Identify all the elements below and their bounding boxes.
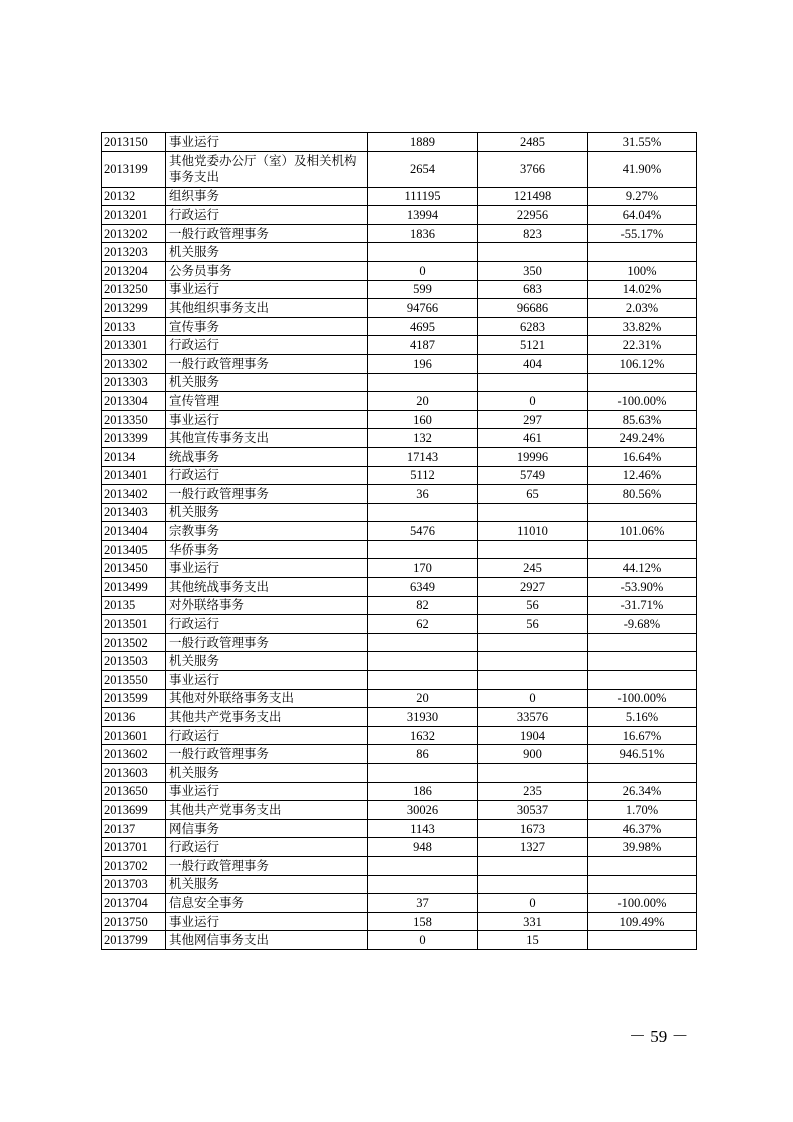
row-curr-value-cell: 245 <box>478 559 588 578</box>
table-row <box>102 596 697 615</box>
row-name-cell: 事业运行 <box>166 280 368 299</box>
page-number: － 59 － <box>629 1027 689 1046</box>
row-change-pct-cell: 9.27% <box>588 187 697 206</box>
row-curr-value-cell: 461 <box>478 429 588 448</box>
row-code-cell: 2013599 <box>102 689 166 708</box>
row-change-pct-cell: 946.51% <box>588 745 697 764</box>
table-row <box>102 336 697 355</box>
row-prev-value-cell: 196 <box>368 354 478 373</box>
row-code-cell: 2013503 <box>102 652 166 671</box>
table-row <box>102 151 697 187</box>
row-change-pct-cell: 80.56% <box>588 485 697 504</box>
row-prev-value-cell: 111195 <box>368 187 478 206</box>
row-code-cell: 2013499 <box>102 578 166 597</box>
row-change-pct-cell <box>588 633 697 652</box>
row-prev-value-cell: 4187 <box>368 336 478 355</box>
row-curr-value-cell: 30537 <box>478 801 588 820</box>
row-prev-value-cell: 132 <box>368 429 478 448</box>
row-code-cell: 2013450 <box>102 559 166 578</box>
row-curr-value-cell: 331 <box>478 912 588 931</box>
row-name-cell: 其他共产党事务支出 <box>166 708 368 727</box>
row-code-cell: 2013201 <box>102 206 166 225</box>
row-prev-value-cell <box>368 652 478 671</box>
row-code-cell: 2013404 <box>102 522 166 541</box>
row-code-cell: 2013602 <box>102 745 166 764</box>
row-name-cell: 其他对外联络事务支出 <box>166 689 368 708</box>
row-curr-value-cell <box>478 633 588 652</box>
table-row <box>102 466 697 485</box>
table-row <box>102 894 697 913</box>
table-row <box>102 615 697 634</box>
row-curr-value-cell <box>478 373 588 392</box>
table-row <box>102 392 697 411</box>
row-name-cell: 机关服务 <box>166 503 368 522</box>
table-row <box>102 522 697 541</box>
row-prev-value-cell <box>368 875 478 894</box>
row-prev-value-cell: 1143 <box>368 819 478 838</box>
row-change-pct-cell: 16.64% <box>588 447 697 466</box>
row-code-cell: 2013403 <box>102 503 166 522</box>
row-prev-value-cell: 160 <box>368 410 478 429</box>
row-name-cell: 机关服务 <box>166 652 368 671</box>
row-code-cell: 20132 <box>102 187 166 206</box>
row-prev-value-cell: 0 <box>368 261 478 280</box>
row-code-cell: 20133 <box>102 317 166 336</box>
row-change-pct-cell: -31.71% <box>588 596 697 615</box>
table-row <box>102 856 697 875</box>
row-name-cell: 一般行政管理事务 <box>166 224 368 243</box>
row-code-cell: 2013750 <box>102 912 166 931</box>
row-change-pct-cell: 249.24% <box>588 429 697 448</box>
row-code-cell: 2013299 <box>102 299 166 318</box>
row-change-pct-cell: -55.17% <box>588 224 697 243</box>
row-code-cell: 2013501 <box>102 615 166 634</box>
row-name-cell: 事业运行 <box>166 782 368 801</box>
row-name-cell: 一般行政管理事务 <box>166 745 368 764</box>
row-name-cell: 统战事务 <box>166 447 368 466</box>
row-name-cell: 行政运行 <box>166 466 368 485</box>
row-change-pct-cell <box>588 373 697 392</box>
row-code-cell: 2013703 <box>102 875 166 894</box>
row-prev-value-cell: 5476 <box>368 522 478 541</box>
row-prev-value-cell: 94766 <box>368 299 478 318</box>
table-row <box>102 485 697 504</box>
row-prev-value-cell: 5112 <box>368 466 478 485</box>
row-name-cell: 公务员事务 <box>166 261 368 280</box>
table-row <box>102 261 697 280</box>
row-curr-value-cell: 56 <box>478 596 588 615</box>
row-prev-value-cell: 0 <box>368 931 478 950</box>
row-change-pct-cell: 16.67% <box>588 726 697 745</box>
row-name-cell: 组织事务 <box>166 187 368 206</box>
table-row <box>102 429 697 448</box>
row-prev-value-cell: 20 <box>368 392 478 411</box>
row-curr-value-cell: 0 <box>478 894 588 913</box>
row-code-cell: 20134 <box>102 447 166 466</box>
row-name-cell: 其他党委办公厅（室）及相关机构事务支出 <box>166 151 368 187</box>
table-row <box>102 540 697 559</box>
row-change-pct-cell: -100.00% <box>588 689 697 708</box>
row-prev-value-cell: 4695 <box>368 317 478 336</box>
row-curr-value-cell <box>478 540 588 559</box>
row-curr-value-cell: 823 <box>478 224 588 243</box>
row-code-cell: 2013502 <box>102 633 166 652</box>
row-code-cell: 20136 <box>102 708 166 727</box>
row-change-pct-cell: 31.55% <box>588 133 697 152</box>
row-name-cell: 行政运行 <box>166 838 368 857</box>
row-name-cell: 事业运行 <box>166 671 368 690</box>
row-change-pct-cell: 2.03% <box>588 299 697 318</box>
row-name-cell: 宣传管理 <box>166 392 368 411</box>
row-curr-value-cell <box>478 875 588 894</box>
row-prev-value-cell <box>368 633 478 652</box>
row-name-cell: 其他共产党事务支出 <box>166 801 368 820</box>
row-curr-value-cell: 33576 <box>478 708 588 727</box>
table-row <box>102 410 697 429</box>
row-code-cell: 2013304 <box>102 392 166 411</box>
row-change-pct-cell <box>588 540 697 559</box>
row-prev-value-cell: 31930 <box>368 708 478 727</box>
row-prev-value-cell: 1632 <box>368 726 478 745</box>
budget-table <box>101 132 697 950</box>
row-name-cell: 事业运行 <box>166 133 368 152</box>
table-row <box>102 708 697 727</box>
table-row <box>102 633 697 652</box>
row-change-pct-cell: 33.82% <box>588 317 697 336</box>
row-prev-value-cell <box>368 503 478 522</box>
table-row <box>102 280 697 299</box>
row-change-pct-cell <box>588 652 697 671</box>
row-change-pct-cell: 5.16% <box>588 708 697 727</box>
row-code-cell: 2013350 <box>102 410 166 429</box>
table-row <box>102 838 697 857</box>
row-prev-value-cell <box>368 540 478 559</box>
row-name-cell: 宗教事务 <box>166 522 368 541</box>
row-code-cell: 2013702 <box>102 856 166 875</box>
row-change-pct-cell: 64.04% <box>588 206 697 225</box>
row-name-cell: 网信事务 <box>166 819 368 838</box>
row-change-pct-cell: 41.90% <box>588 151 697 187</box>
row-change-pct-cell <box>588 856 697 875</box>
table-row <box>102 652 697 671</box>
row-curr-value-cell: 0 <box>478 392 588 411</box>
row-name-cell: 信息安全事务 <box>166 894 368 913</box>
row-code-cell: 2013701 <box>102 838 166 857</box>
row-code-cell: 2013704 <box>102 894 166 913</box>
row-curr-value-cell: 404 <box>478 354 588 373</box>
row-prev-value-cell: 186 <box>368 782 478 801</box>
row-code-cell: 2013303 <box>102 373 166 392</box>
row-change-pct-cell: 101.06% <box>588 522 697 541</box>
table-row <box>102 187 697 206</box>
row-change-pct-cell: 46.37% <box>588 819 697 838</box>
row-prev-value-cell: 20 <box>368 689 478 708</box>
row-curr-value-cell: 15 <box>478 931 588 950</box>
table-row <box>102 931 697 950</box>
row-curr-value-cell: 11010 <box>478 522 588 541</box>
row-code-cell: 2013301 <box>102 336 166 355</box>
row-change-pct-cell <box>588 931 697 950</box>
row-change-pct-cell: 39.98% <box>588 838 697 857</box>
table-row <box>102 559 697 578</box>
row-curr-value-cell: 19996 <box>478 447 588 466</box>
row-code-cell: 2013204 <box>102 261 166 280</box>
row-code-cell: 20137 <box>102 819 166 838</box>
row-curr-value-cell <box>478 503 588 522</box>
table-row <box>102 354 697 373</box>
row-curr-value-cell <box>478 856 588 875</box>
row-code-cell: 2013402 <box>102 485 166 504</box>
row-name-cell: 机关服务 <box>166 764 368 783</box>
row-change-pct-cell <box>588 875 697 894</box>
row-code-cell: 2013401 <box>102 466 166 485</box>
table-row <box>102 224 697 243</box>
row-name-cell: 机关服务 <box>166 243 368 262</box>
row-curr-value-cell: 96686 <box>478 299 588 318</box>
row-change-pct-cell: 44.12% <box>588 559 697 578</box>
table-row <box>102 206 697 225</box>
row-name-cell: 一般行政管理事务 <box>166 633 368 652</box>
row-prev-value-cell: 1889 <box>368 133 478 152</box>
table-row <box>102 819 697 838</box>
row-change-pct-cell <box>588 243 697 262</box>
row-name-cell: 机关服务 <box>166 875 368 894</box>
row-prev-value-cell: 599 <box>368 280 478 299</box>
row-code-cell: 2013199 <box>102 151 166 187</box>
row-prev-value-cell <box>368 373 478 392</box>
row-curr-value-cell: 121498 <box>478 187 588 206</box>
row-name-cell: 华侨事务 <box>166 540 368 559</box>
row-code-cell: 2013650 <box>102 782 166 801</box>
row-curr-value-cell <box>478 243 588 262</box>
row-prev-value-cell: 62 <box>368 615 478 634</box>
row-code-cell: 2013405 <box>102 540 166 559</box>
row-prev-value-cell: 6349 <box>368 578 478 597</box>
row-code-cell: 2013799 <box>102 931 166 950</box>
row-code-cell: 2013150 <box>102 133 166 152</box>
row-code-cell: 2013603 <box>102 764 166 783</box>
row-curr-value-cell: 65 <box>478 485 588 504</box>
budget-table-body <box>102 133 697 950</box>
table-row <box>102 912 697 931</box>
table-row <box>102 782 697 801</box>
row-curr-value-cell: 297 <box>478 410 588 429</box>
row-curr-value-cell: 235 <box>478 782 588 801</box>
row-prev-value-cell: 1836 <box>368 224 478 243</box>
table-row <box>102 801 697 820</box>
row-change-pct-cell: 106.12% <box>588 354 697 373</box>
budget-table-container <box>101 132 697 950</box>
row-change-pct-cell <box>588 503 697 522</box>
row-name-cell: 其他组织事务支出 <box>166 299 368 318</box>
row-name-cell: 其他宣传事务支出 <box>166 429 368 448</box>
row-code-cell: 2013601 <box>102 726 166 745</box>
row-name-cell: 行政运行 <box>166 615 368 634</box>
table-row <box>102 299 697 318</box>
row-name-cell: 行政运行 <box>166 726 368 745</box>
row-prev-value-cell: 2654 <box>368 151 478 187</box>
row-name-cell: 其他统战事务支出 <box>166 578 368 597</box>
table-row <box>102 671 697 690</box>
row-prev-value-cell: 36 <box>368 485 478 504</box>
row-prev-value-cell: 158 <box>368 912 478 931</box>
row-change-pct-cell: 26.34% <box>588 782 697 801</box>
row-change-pct-cell: 12.46% <box>588 466 697 485</box>
row-change-pct-cell <box>588 764 697 783</box>
row-curr-value-cell <box>478 671 588 690</box>
row-curr-value-cell <box>478 652 588 671</box>
row-curr-value-cell: 1327 <box>478 838 588 857</box>
table-row <box>102 447 697 466</box>
row-code-cell: 2013202 <box>102 224 166 243</box>
row-prev-value-cell: 30026 <box>368 801 478 820</box>
table-row <box>102 243 697 262</box>
row-prev-value-cell: 86 <box>368 745 478 764</box>
row-curr-value-cell: 2485 <box>478 133 588 152</box>
row-change-pct-cell: -53.90% <box>588 578 697 597</box>
row-curr-value-cell: 1904 <box>478 726 588 745</box>
row-change-pct-cell: 100% <box>588 261 697 280</box>
row-prev-value-cell: 82 <box>368 596 478 615</box>
row-change-pct-cell: 14.02% <box>588 280 697 299</box>
row-change-pct-cell: 22.31% <box>588 336 697 355</box>
table-row <box>102 133 697 152</box>
row-curr-value-cell: 3766 <box>478 151 588 187</box>
row-name-cell: 宣传事务 <box>166 317 368 336</box>
row-curr-value-cell: 56 <box>478 615 588 634</box>
row-change-pct-cell <box>588 671 697 690</box>
table-row <box>102 578 697 597</box>
row-name-cell: 事业运行 <box>166 410 368 429</box>
row-code-cell: 2013250 <box>102 280 166 299</box>
row-curr-value-cell <box>478 764 588 783</box>
row-code-cell: 2013550 <box>102 671 166 690</box>
row-curr-value-cell: 0 <box>478 689 588 708</box>
row-curr-value-cell: 683 <box>478 280 588 299</box>
row-curr-value-cell: 5121 <box>478 336 588 355</box>
row-name-cell: 一般行政管理事务 <box>166 354 368 373</box>
table-row <box>102 373 697 392</box>
table-row <box>102 875 697 894</box>
table-row <box>102 764 697 783</box>
row-name-cell: 一般行政管理事务 <box>166 856 368 875</box>
row-prev-value-cell <box>368 856 478 875</box>
row-change-pct-cell: 85.63% <box>588 410 697 429</box>
row-curr-value-cell: 2927 <box>478 578 588 597</box>
table-row <box>102 317 697 336</box>
row-name-cell: 行政运行 <box>166 336 368 355</box>
row-code-cell: 20135 <box>102 596 166 615</box>
row-change-pct-cell: 109.49% <box>588 912 697 931</box>
table-row <box>102 726 697 745</box>
row-prev-value-cell <box>368 764 478 783</box>
row-curr-value-cell: 22956 <box>478 206 588 225</box>
row-code-cell: 2013699 <box>102 801 166 820</box>
row-curr-value-cell: 350 <box>478 261 588 280</box>
row-code-cell: 2013302 <box>102 354 166 373</box>
row-curr-value-cell: 900 <box>478 745 588 764</box>
row-name-cell: 一般行政管理事务 <box>166 485 368 504</box>
row-change-pct-cell: -9.68% <box>588 615 697 634</box>
row-change-pct-cell: -100.00% <box>588 392 697 411</box>
row-prev-value-cell <box>368 243 478 262</box>
row-name-cell: 其他网信事务支出 <box>166 931 368 950</box>
row-change-pct-cell: 1.70% <box>588 801 697 820</box>
row-code-cell: 2013399 <box>102 429 166 448</box>
row-name-cell: 机关服务 <box>166 373 368 392</box>
row-name-cell: 对外联络事务 <box>166 596 368 615</box>
row-prev-value-cell <box>368 671 478 690</box>
row-name-cell: 事业运行 <box>166 559 368 578</box>
table-row <box>102 745 697 764</box>
table-row <box>102 503 697 522</box>
row-curr-value-cell: 1673 <box>478 819 588 838</box>
row-code-cell: 2013203 <box>102 243 166 262</box>
row-name-cell: 行政运行 <box>166 206 368 225</box>
row-prev-value-cell: 170 <box>368 559 478 578</box>
row-curr-value-cell: 5749 <box>478 466 588 485</box>
row-prev-value-cell: 948 <box>368 838 478 857</box>
table-row <box>102 689 697 708</box>
row-change-pct-cell: -100.00% <box>588 894 697 913</box>
row-curr-value-cell: 6283 <box>478 317 588 336</box>
row-prev-value-cell: 17143 <box>368 447 478 466</box>
row-name-cell: 事业运行 <box>166 912 368 931</box>
row-prev-value-cell: 37 <box>368 894 478 913</box>
row-prev-value-cell: 13994 <box>368 206 478 225</box>
